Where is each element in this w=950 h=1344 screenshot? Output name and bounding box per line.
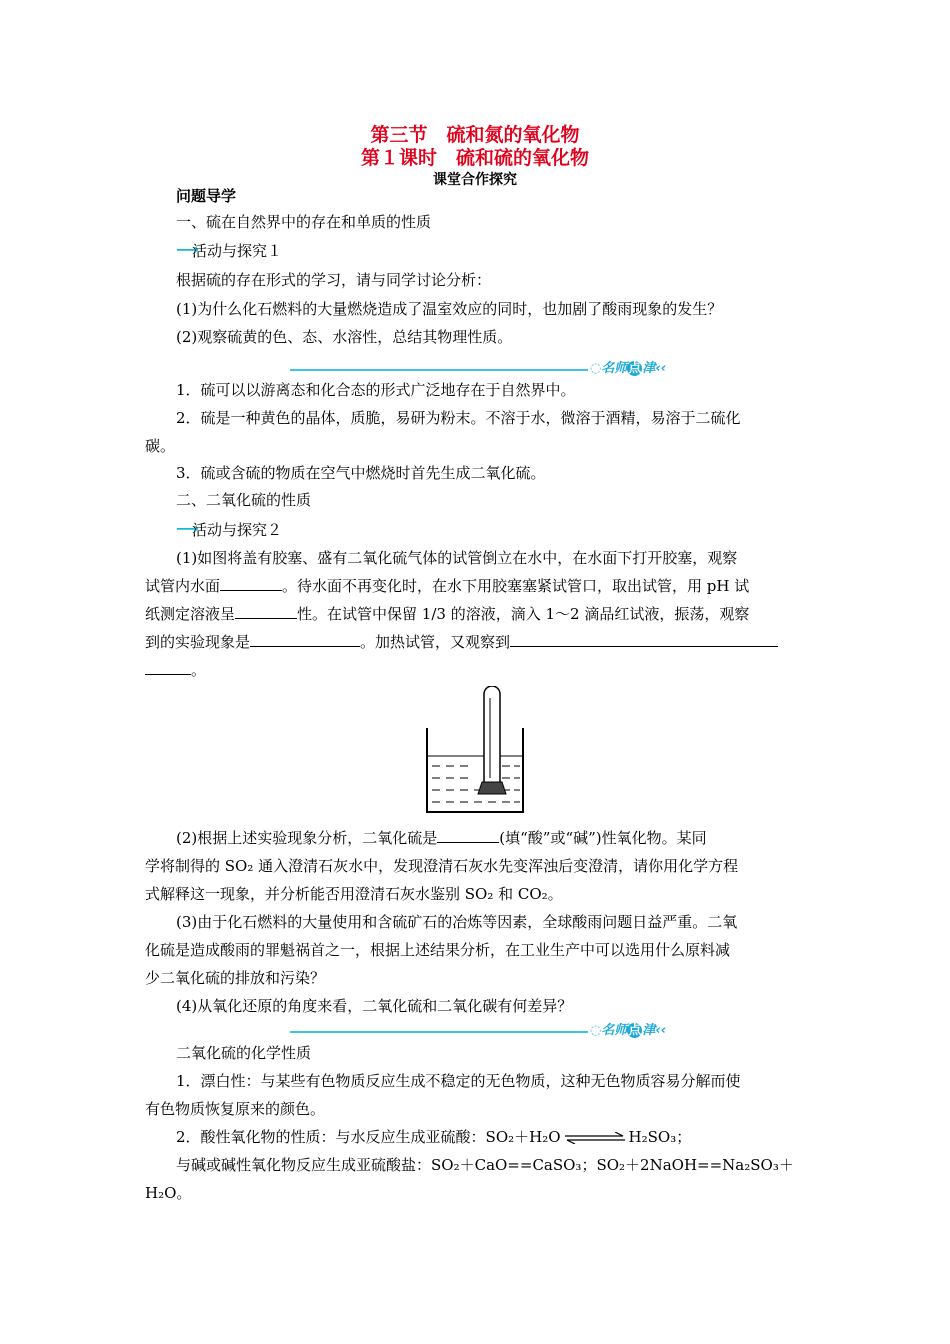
tip1-point-1: 1．硫可以以游离态和化合态的形式广泛地存在于自然界中。 bbox=[176, 381, 576, 399]
tip2-point-3b: H₂O。 bbox=[145, 1184, 192, 1202]
q2-line-3: 式解释这一现象，并分析能否用澄清石灰水鉴别 SO₂ 和 CO₂。 bbox=[145, 885, 563, 903]
q1-line-1: (1)如图将盖有胶塞、盛有二氧化硫气体的试管倒立在水中，在水面下打开胶塞，观察 bbox=[176, 549, 738, 567]
q4-line: (4)从氧化还原的角度来看，二氧化硫和二氧化碳有何差异？ bbox=[176, 997, 573, 1015]
tip2-point-1a: 1．漂白性：与某些有色物质反应生成不稳定的无色物质，这种无色物质容易分解而使 bbox=[176, 1072, 741, 1090]
q1-line-3: 纸测定溶液呈 性。在试管中保留 1/3 的溶液，滴入 1～2 滴品红试液，振荡，观察 bbox=[145, 605, 750, 623]
tip-badge: ◌名师点津‹‹ bbox=[590, 1023, 667, 1038]
tip1-point-3: 3．硫或含硫的物质在空气中燃烧时首先生成二氧化硫。 bbox=[176, 464, 546, 482]
activity-label-1: 活动与探究１ bbox=[192, 242, 283, 260]
tip2-point-1b: 有色物质恢复原来的颜色。 bbox=[145, 1100, 326, 1118]
arrow-icon: ⟶ bbox=[176, 519, 199, 538]
fill-blank[interactable] bbox=[145, 660, 191, 675]
tip2-point-2: 2．酸性氧化物的性质：与水反应生成亚硫酸：SO₂＋H₂O H₂SO₃； bbox=[176, 1128, 692, 1146]
q2-line-1: (2)根据上述实验现象分析，二氧化硫是 (填“酸”或“碱”)性氧化物。某同 bbox=[176, 829, 707, 847]
inverted-test-tube-diagram bbox=[420, 686, 530, 816]
q3-line-1: (3)由于化石燃料的大量使用和含硫矿石的冶炼等因素，全球酸雨问题日益严重。二氧 bbox=[176, 913, 738, 931]
tip2-heading: 二氧化硫的化学性质 bbox=[176, 1044, 312, 1062]
section-subtitle: 课堂合作探究 bbox=[433, 172, 517, 188]
q2-line-2: 学将制得的 SO₂ 通入澄清石灰水中，发现澄清石灰水先变浑浊后变澄清，请你用化学方程 bbox=[145, 857, 739, 875]
part1-question-1: (1)为什么化石燃料的大量燃烧造成了温室效应的同时，也加剧了酸雨现象的发生？ bbox=[176, 300, 723, 318]
tip2-point-3a: 与碱或碱性氧化物反应生成亚硫酸盐：SO₂＋CaO==CaSO₃；SO₂＋2NaOH==Na₂SO₃＋ bbox=[176, 1156, 794, 1174]
activity-label-2: 活动与探究２ bbox=[192, 521, 283, 539]
q1-line-5: 。 bbox=[145, 660, 206, 680]
tip-badge: ◌名师点津‹‹ bbox=[590, 361, 667, 376]
lesson-title: 第１课时 硫和硫的氧化物 bbox=[360, 147, 589, 169]
fill-blank[interactable] bbox=[220, 576, 282, 591]
part1-question-2: (2)观察硫黄的色、态、水溶性，总结其物理性质。 bbox=[176, 328, 513, 346]
fill-blank[interactable] bbox=[235, 604, 297, 619]
q1-line-4: 到的实验现象是 。加热试管，又观察到 bbox=[145, 632, 778, 652]
fill-blank[interactable] bbox=[510, 632, 778, 647]
reversible-arrow-icon bbox=[563, 1132, 627, 1144]
part1-intro: 根据硫的存在形式的学习，请与同学讨论分析： bbox=[176, 271, 492, 289]
tip1-point-2b: 碳。 bbox=[145, 437, 176, 455]
q3-line-3: 少二氧化硫的排放和污染？ bbox=[145, 969, 326, 987]
page-title: 第三节 硫和氮的氧化物 bbox=[370, 124, 580, 146]
arrow-icon: ⟶ bbox=[176, 240, 199, 259]
q1-line-2: 试管内水面 。待水面不再变化时，在水下用胶塞塞紧试管口，取出试管，用 pH 试 bbox=[145, 577, 750, 595]
fill-blank[interactable] bbox=[250, 632, 360, 647]
fill-blank[interactable] bbox=[437, 828, 499, 843]
part2-heading: 二、二氧化硫的性质 bbox=[176, 491, 312, 509]
tip-divider-line bbox=[290, 369, 588, 371]
tip-divider-line bbox=[290, 1031, 588, 1033]
part1-heading: 一、硫在自然界中的存在和单质的性质 bbox=[176, 213, 432, 231]
tip1-point-2a: 2．硫是一种黄色的晶体，质脆，易研为粉末。不溶于水，微溶于酒精，易溶于二硫化 bbox=[176, 409, 741, 427]
section-heading: 问题导学 bbox=[176, 187, 237, 205]
q3-line-2: 化硫是造成酸雨的罪魁祸首之一，根据上述结果分析，在工业生产中可以选用什么原料减 bbox=[145, 941, 731, 959]
